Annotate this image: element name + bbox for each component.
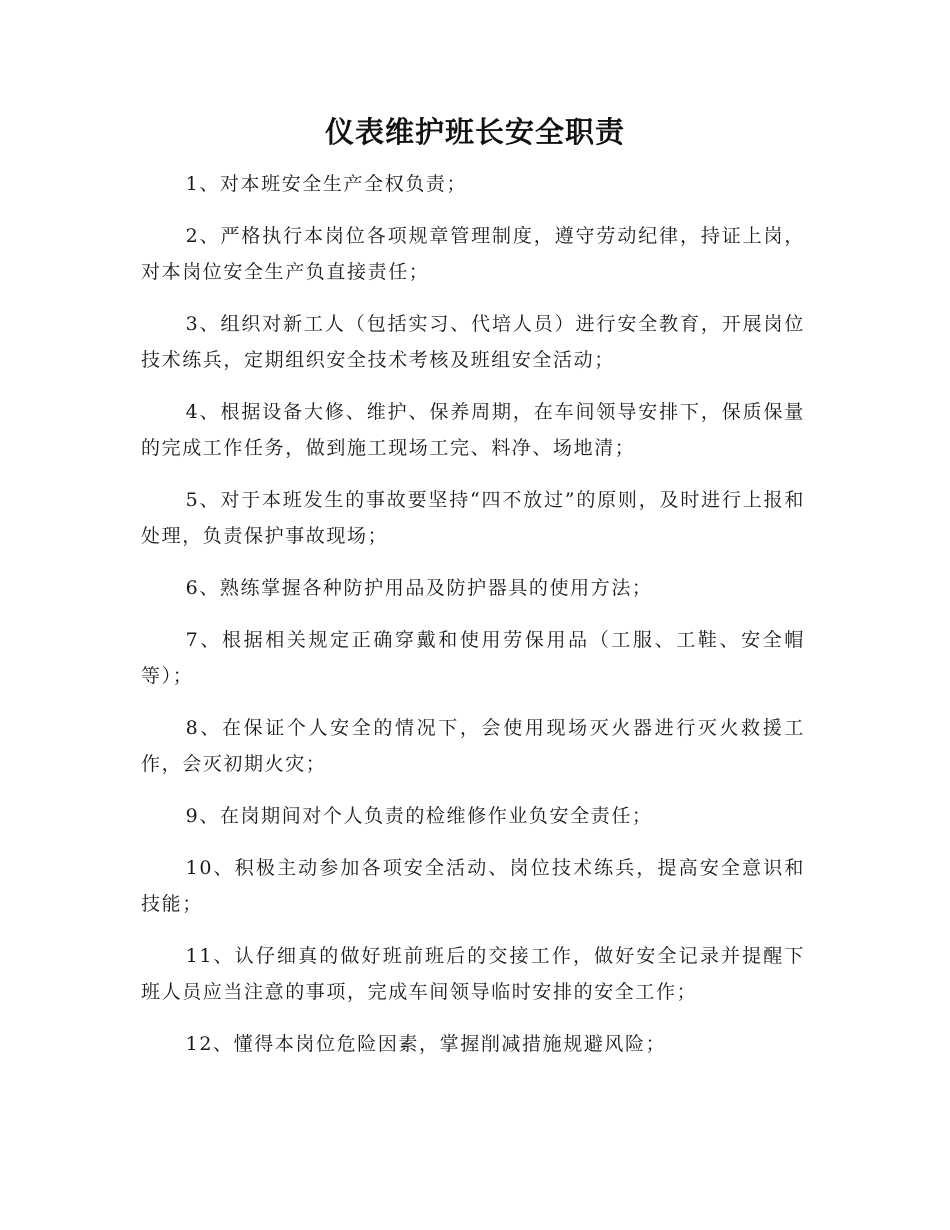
duty-item-1: 1、对本班安全生产全权负责；	[185, 173, 468, 195]
duty-item-9: 9、在岗期间对个人负责的检维修作业负安全责任；	[185, 805, 653, 827]
duty-item-7: 7、根据相关规定正确穿戴和使用劳保用品（工服、工鞋、安全帽等）；	[141, 629, 805, 687]
duty-item-8: 8、在保证个人安全的情况下，会使用现场灭火器进行灭火救援工作，会灭初期火灾；	[141, 717, 805, 775]
duty-item-10: 10、积极主动参加各项安全活动、岗位技术练兵，提高安全意识和技能；	[141, 857, 805, 915]
duty-item-12: 12、懂得本岗位危险因素，掌握削减措施规避风险；	[185, 1033, 667, 1055]
duty-item-11: 11、认仔细真的做好班前班后的交接工作，做好安全记录并提醒下班人员应当注意的事项，完成车间领导临时安排的安全工作；	[141, 945, 805, 1003]
duty-item-6: 6、熟练掌握各种防护用品及防护器具的使用方法；	[185, 577, 653, 599]
duty-item-4: 4、根据设备大修、维护、保养周期，在车间领导安排下，保质保量的完成工作任务，做到施工现场工完、料净、场地清；	[141, 401, 805, 459]
duty-item-2: 2、严格执行本岗位各项规章管理制度，遵守劳动纪律，持证上岗，对本岗位安全生产负直接责任；	[141, 225, 805, 283]
document-title: 仪表维护班长安全职责	[324, 115, 625, 149]
document-body	[141, 166, 805, 1078]
duty-item-3: 3、组织对新工人（包括实习、代培人员）进行安全教育，开展岗位技术练兵，定期组织安全技术考核及班组安全活动；	[141, 313, 805, 371]
duty-item-5: 5、对于本班发生的事故要坚持“四不放过”的原则，及时进行上报和处理，负责保护事故现场；	[141, 489, 805, 547]
